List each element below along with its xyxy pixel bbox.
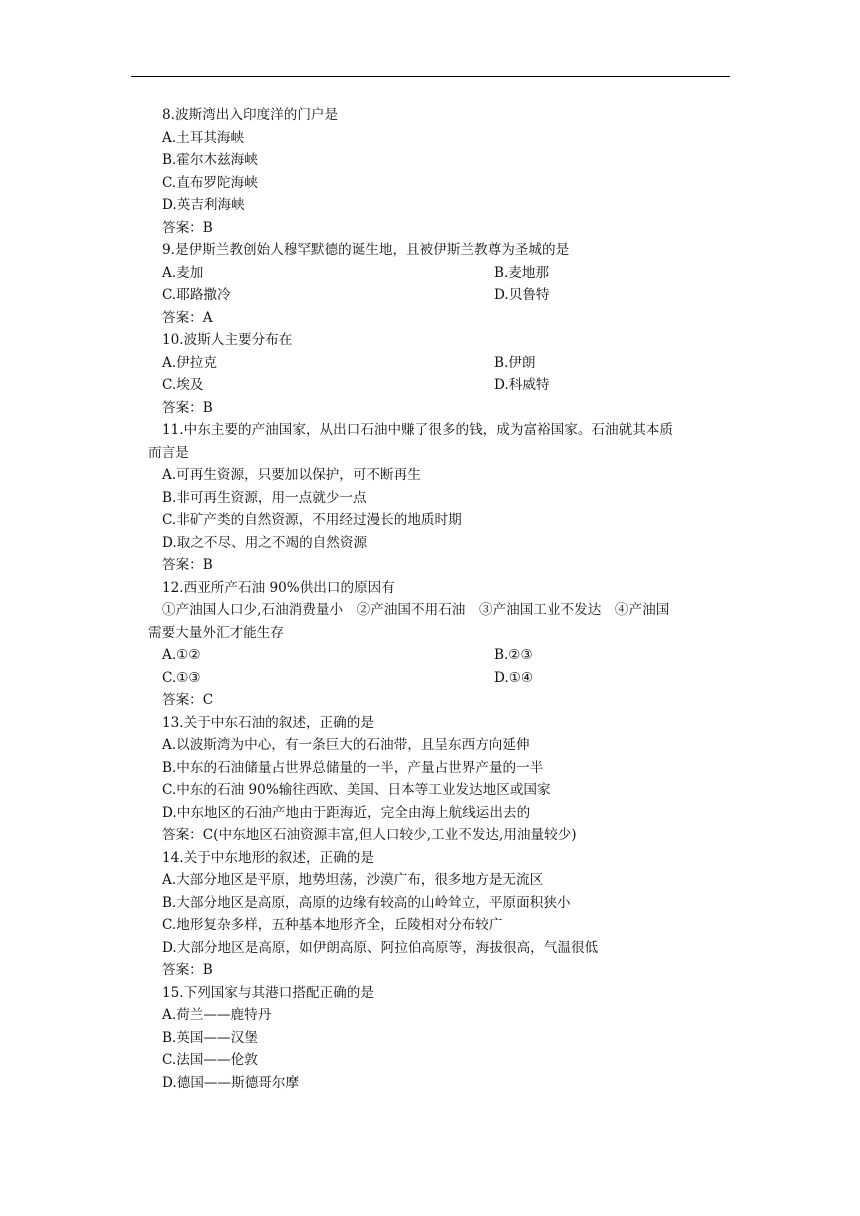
- question-9: [162, 239, 730, 329]
- option-b: B.英国——汉堡: [162, 1029, 258, 1046]
- answer: 答案：B: [162, 219, 213, 236]
- answer: 答案：B: [162, 557, 213, 573]
- option-b: B.非可再生资源，用一点就少一点: [162, 489, 367, 506]
- option-c: C.埃及: [162, 377, 204, 393]
- question-stem: 12.西亚所产石油 90%供出口的原因有: [162, 579, 395, 596]
- option-b: B.中东的石油储量占世界总储量的一半，产量占世界产量的一半: [162, 759, 544, 776]
- question-12: [148, 577, 730, 712]
- option-d: D.贝鲁特: [494, 287, 550, 303]
- statements-line-2: 需要大量外汇才能生存: [148, 624, 284, 641]
- question-15: [162, 982, 730, 1095]
- question-13: [162, 712, 730, 847]
- option-a: A.土耳其海峡: [162, 129, 245, 146]
- option-d: D.①④: [494, 669, 534, 686]
- option-a: A.①②: [162, 647, 201, 663]
- question-statements: [148, 599, 730, 644]
- option-row: [162, 644, 730, 667]
- option-c: C.①③: [162, 669, 201, 686]
- question-stem: 14.关于中东地形的叙述，正确的是: [162, 849, 374, 866]
- option-d: D.英吉利海峡: [162, 197, 245, 213]
- option-c: C.非矿产类的自然资源，不用经过漫长的地质时期: [162, 512, 462, 528]
- stem-line-2: 而言是: [148, 444, 189, 461]
- option-d: D.取之不尽、用之不竭的自然资源: [162, 534, 368, 551]
- option-a: A.伊拉克: [162, 354, 217, 371]
- option-b: B.大部分地区是高原，高原的边缘有较高的山岭耸立，平原面积狭小: [162, 894, 571, 911]
- option-b: B.麦地那: [494, 264, 550, 281]
- option-b: B.霍尔木兹海峡: [162, 152, 258, 168]
- question-11: [148, 419, 730, 577]
- option-b: B.②③: [494, 647, 533, 663]
- option-a: A.荷兰——鹿特丹: [162, 1007, 272, 1023]
- question-10: [162, 329, 730, 419]
- option-c: C.耶路撒冷: [162, 287, 231, 303]
- answer: 答案：A: [162, 309, 213, 326]
- option-c: C.中东的石油 90%输往西欧、美国、日本等工业发达地区或国家: [162, 782, 551, 798]
- option-d: D.大部分地区是高原，如伊朗高原、阿拉伯高原等，海拔很高，气温很低: [162, 939, 599, 956]
- question-stem: 15.下列国家与其港口搭配正确的是: [162, 984, 374, 1001]
- option-a: A.大部分地区是平原，地势坦荡，沙漠广布，很多地方是无流区: [162, 872, 544, 888]
- option-d: D.中东地区的石油产地由于距海近，完全由海上航线运出去的: [162, 804, 531, 821]
- option-c: C.法国——伦敦: [162, 1052, 258, 1068]
- question-list: [148, 104, 730, 1094]
- question-14: [162, 847, 730, 982]
- question-stem: [148, 419, 730, 464]
- question-stem: 9.是伊斯兰教创始人穆罕默德的诞生地，且被伊斯兰教尊为圣城的是: [162, 242, 570, 258]
- option-c: C.直布罗陀海峡: [162, 174, 258, 191]
- option-c: C.地形复杂多样，五种基本地形齐全，丘陵相对分布较广: [162, 917, 503, 933]
- option-a: A.麦加: [162, 264, 204, 281]
- question-stem: 10.波斯人主要分布在: [162, 332, 293, 348]
- question-stem: 13.关于中东石油的叙述，正确的是: [162, 714, 374, 731]
- option-row: [162, 262, 730, 285]
- answer: 答案：B: [162, 962, 213, 978]
- statements-line-1: ①产油国人口少,石油消费量小 ②产油国不用石油 ③产油国工业不发达 ④产油国: [162, 602, 670, 618]
- option-a: A.可再生资源，只要加以保护，可不断再生: [162, 467, 421, 483]
- option-row: [162, 667, 730, 690]
- question-8: [162, 104, 730, 239]
- option-row: [162, 374, 730, 397]
- option-row: [162, 352, 730, 375]
- stem-line-1: 11.中东主要的产油国家，从出口石油中赚了很多的钱，成为富裕国家。石油就其本质: [162, 422, 673, 438]
- option-a: A.以波斯湾为中心，有一条巨大的石油带，且呈东西方向延伸: [162, 737, 530, 753]
- option-d: D.科威特: [494, 377, 550, 393]
- option-b: B.伊朗: [494, 354, 536, 371]
- answer: 答案：C(中东地区石油资源丰富,但人口较少,工业不发达,用油量较少): [162, 827, 577, 843]
- header-rule: [131, 76, 730, 77]
- question-stem: 8.波斯湾出入印度洋的门户是: [162, 107, 339, 123]
- option-row: [162, 284, 730, 307]
- option-d: D.德国——斯德哥尔摩: [162, 1074, 300, 1091]
- answer: 答案：C: [162, 692, 214, 708]
- answer: 答案：B: [162, 399, 213, 416]
